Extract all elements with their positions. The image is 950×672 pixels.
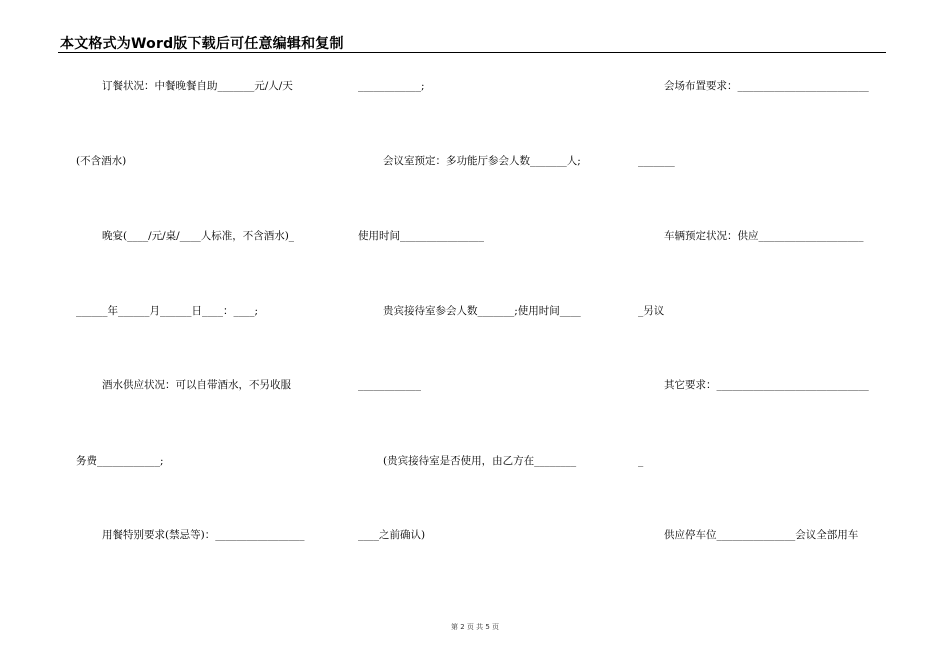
document-header-title: 本文格式为Word版下载后可任意编辑和复制	[60, 36, 344, 52]
text-cell: _	[638, 455, 644, 467]
meeting-room-booking-text: 会议室预定：多功能厅参会人数_______人;	[383, 155, 581, 167]
vip-room-text: 贵宾接待室参会人数_______;使用时间____	[383, 305, 581, 317]
text-cell: ____________	[358, 379, 421, 391]
vehicle-booking-text: 车辆预定状况：供应____________________	[664, 230, 864, 242]
header-divider	[58, 52, 886, 53]
banquet-text: 晚宴(____/元/桌/____人标准，不含酒水)_	[102, 230, 295, 242]
beverage-supply-text: 酒水供应状况：可以自带酒水，不另收服	[102, 379, 291, 391]
page-number: 第 2 页 共 5 页	[450, 623, 500, 631]
date-time-text: ______年______月______日____：____;	[76, 305, 259, 317]
text-cell: _______	[638, 155, 675, 167]
service-fee-text: 务费____________;	[76, 455, 164, 467]
usage-time-text: 使用时间________________	[358, 230, 484, 242]
special-dietary-text: 用餐特别要求(禁忌等)：_________________	[102, 529, 305, 541]
other-requirements-text: 其它要求：_____________________________	[664, 379, 869, 391]
parking-text: 供应停车位_______________会议全部用车	[664, 529, 859, 541]
text-cell: _另议	[638, 305, 665, 317]
venue-layout-text: 会场布置要求：_________________________	[664, 80, 869, 92]
order-meal-status-text: 订餐状况：中餐晚餐自助_______元/人/天	[102, 80, 293, 92]
text-cell: (不含酒水)	[76, 155, 127, 167]
text-cell: ____之前确认)	[358, 529, 426, 541]
text-cell: ____________;	[358, 80, 425, 92]
vip-room-confirm-text: (贵宾接待室是否使用，由乙方在________	[383, 455, 577, 467]
